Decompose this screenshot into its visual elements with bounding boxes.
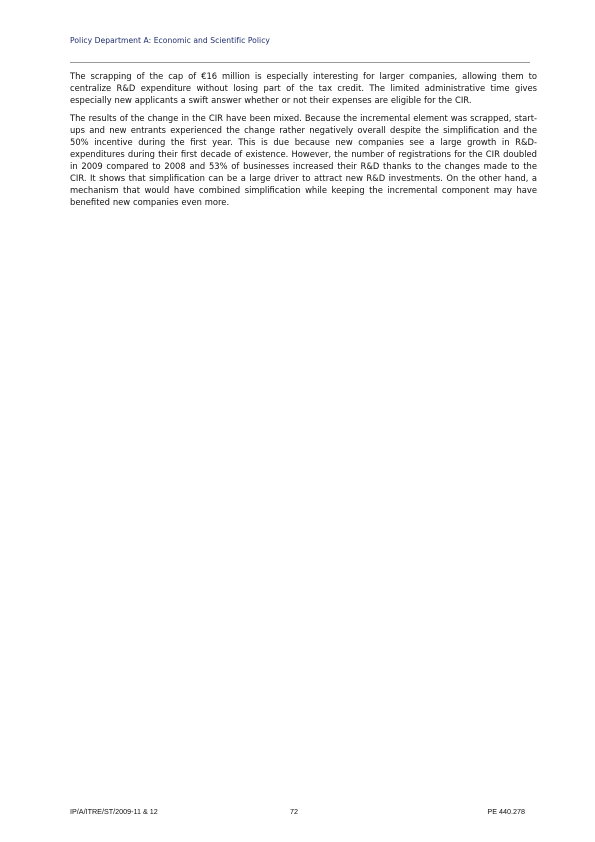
- footer-reference: IP/A/ITRE/ST/2009-11 & 12: [70, 807, 158, 816]
- paragraph-cir-results: The results of the change in the CIR have been mixed. Because the incremental element was scrapped, start-ups and new entrants experienced the change rather negatively overall despite the simplification and the 50% incentive during the first year. This is due because new companies see a large growth in R&D-expenditures during their first decade of existence. However, the number of registrations for the CIR doubled in 2009 compared to 2008 and 53% of businesses increased their R&D thanks to the changes made to the CIR. It shows that simplification can be a large driver to attract new R&D investments. On the other hand, a mechanism that would have combined simplification while keeping the incremental component may have benefited new companies even more.: [70, 113, 537, 207]
- footer-pe-number: PE 440.278: [487, 807, 525, 816]
- header-divider: [70, 62, 530, 63]
- paragraph-cap-scrapping: The scrapping of the cap of €16 million is especially interesting for larger companies, allowing them to centralize R&D expenditure without losing part of the tax credit. The limited administrative time gives especially new applicants a swift answer whether or not their expenses are eligible for the CIR.: [70, 71, 537, 105]
- page-footer: [70, 807, 525, 817]
- footer-page-number: 72: [290, 807, 298, 816]
- page-header: Policy Department A: Economic and Scientific Policy: [70, 36, 270, 45]
- main-content: [70, 70, 537, 214]
